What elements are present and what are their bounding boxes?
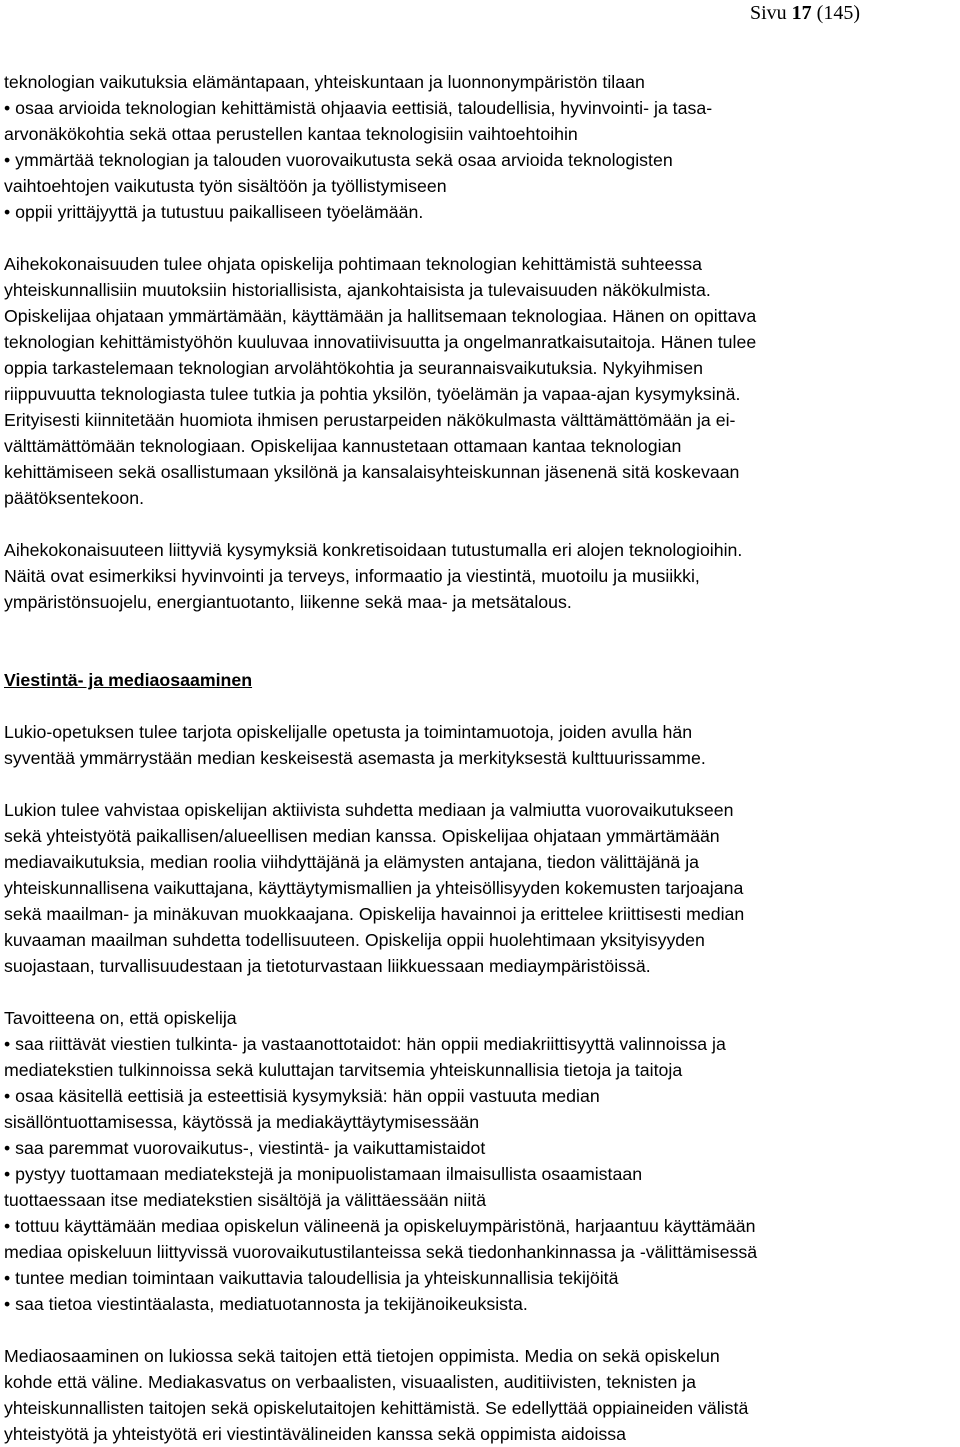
text-line: suojastaan, turvallisuudestaan ja tietoturvastaan liikkuessaan mediaympäristöissä. [4, 956, 651, 976]
text-line: • oppii yrittäjyyttä ja tutustuu paikalliseen työelämään. [4, 202, 424, 222]
text-line: • saa tietoa viestintäalasta, mediatuotannosta ja tekijänoikeuksista. [4, 1294, 528, 1314]
paragraph-gap [4, 771, 960, 797]
text-line: Opiskelijaa ohjataan ymmärtämään, käyttämään ja hallitsemaan teknologiaa. Hänen on opittava [4, 306, 757, 326]
paragraph-gap [4, 1317, 960, 1343]
page-number [750, 0, 860, 26]
text-line: mediatekstien tulkinnoissa sekä kuluttajan tarvitsemia yhteiskunnallisia tietoja ja taitoja [4, 1060, 683, 1080]
paragraph-gap [4, 979, 960, 1005]
paragraph-teknologiat [4, 537, 960, 615]
text-line: Lukion tulee vahvistaa opiskelijan aktiivista suhdetta mediaan ja valmiutta vuorovaikutukseen [4, 800, 734, 820]
paragraph-gap [4, 615, 960, 641]
text-line: yhteistyötä ja yhteistyötä eri viestintävälineiden kanssa sekä oppimista aidoissa [4, 1424, 627, 1444]
text-line: välttämättömään teknologiaan. Opiskelijaa kannustetaan ottamaan kantaa teknologian [4, 436, 682, 456]
paragraph-gap [4, 225, 960, 251]
goals-list [4, 1005, 960, 1317]
text-line: • ymmärtää teknologian ja talouden vuorovaikutusta sekä osaa arvioida teknologisten [4, 150, 673, 170]
text-line: • tuntee median toimintaan vaikuttavia taloudellisia ja yhteiskunnallisia tekijöitä [4, 1268, 619, 1288]
text-line: Aihekokonaisuuteen liittyviä kysymyksiä konkretisoidaan tutustumalla eri alojen teknologioihin. [4, 540, 743, 560]
page-prefix: Sivu [749, 2, 787, 24]
paragraph-gap [4, 693, 960, 719]
text-line: • osaa käsitellä eettisiä ja esteettisiä kysymyksiä: hän oppii vastuuta median [4, 1086, 600, 1106]
text-line: • saa paremmat vuorovaikutus-, viestintä- ja vaikuttamistaidot [4, 1138, 486, 1158]
text-line: mediavaikutuksia, median roolia viihdyttäjänä ja elämysten antajana, tiedon välittäjänä ja [4, 852, 700, 872]
text-line: oppia tarkastelemaan teknologian arvolähtökohtia ja seurannaisvaikutuksia. Nykyihmisen [4, 358, 703, 378]
text-line: • saa riittävät viestien tulkinta- ja vastaanottotaidot: hän oppii mediakriittisyyttä valinnoissa ja [4, 1034, 726, 1054]
text-line: päätöksentekoon. [4, 488, 145, 508]
paragraph-gap [4, 511, 960, 537]
document-body [4, 69, 960, 1447]
paragraph-aihekokonaisuus [4, 251, 960, 511]
text-line: kehittämiseen sekä osallistumaan yksilönä ja kansalaisyhteiskunnan jäsenenä sitä koskevaan [4, 462, 740, 482]
text-line: sekä yhteistyötä paikallisen/alueellisen median kanssa. Opiskelijaa ohjataan ymmärtämään [4, 826, 720, 846]
text-line: ympäristönsuojelu, energiantuotanto, liikenne sekä maa- ja metsätalous. [4, 592, 572, 612]
total-pages: (145) [816, 2, 860, 24]
text-line: sisällöntuottamisessa, käytössä ja mediakäyttäytymisessään [4, 1112, 480, 1132]
intro-list [4, 69, 960, 225]
text-line: sekä maailman- ja minäkuvan muokkaajana. Opiskelija havainnoi ja erittelee kriittisesti median [4, 904, 745, 924]
text-line: kohde että väline. Mediakasvatus on verbaalisten, visuaalisten, auditiivisten, teknisten ja [4, 1372, 697, 1392]
text-line: arvonäkökohtia sekä ottaa perustellen kantaa teknologisiin vaihtoehtoihin [4, 124, 578, 144]
text-line: syventää ymmärrystään median keskeisestä asemasta ja merkityksestä kulttuurissamme. [4, 748, 706, 768]
text-line: Tavoitteena on, että opiskelija [4, 1008, 237, 1028]
text-line: yhteiskunnallisena vaikuttajana, käyttäytymismallien ja yhteisöllisyyden kokemusten tarjoajana [4, 878, 744, 898]
paragraph-lukio-opetus [4, 719, 960, 771]
section-heading: Viestintä- ja mediaosaaminen [4, 670, 253, 690]
text-line: • pystyy tuottamaan mediatekstejä ja monipuolistamaan ilmaisullista osaamistaan [4, 1164, 643, 1184]
paragraph-mediaosaaminen [4, 1343, 960, 1447]
current-page: 17 [791, 2, 812, 24]
text-line: • osaa arvioida teknologian kehittämistä ohjaavia eettisiä, taloudellisia, hyvinvointi- ja tasa- [4, 98, 713, 118]
text-line: yhteiskunnallisiin muutoksiin historiallisista, ajankohtaisista ja tulevaisuuden näkökulmista. [4, 280, 711, 300]
paragraph-lukion-tulee [4, 797, 960, 979]
text-line: teknologian kehittämistyöhön kuuluvaa innovatiivisuutta ja ongelmanratkaisutaitoja. Hänen tulee [4, 332, 757, 352]
text-line: riippuvuutta teknologiasta tulee tutkia ja pohtia yksilön, työelämän ja vapaa-ajan kysymyksinä. [4, 384, 741, 404]
text-line: Aihekokonaisuuden tulee ohjata opiskelija pohtimaan teknologian kehittämistä suhteessa [4, 254, 703, 274]
text-line: yhteiskunnallisten taitojen sekä opiskelutaitojen kehittämistä. Se edellyttää oppiaineiden välistä [4, 1398, 749, 1418]
text-line: kuvaaman maailman suhdetta todellisuuteen. Opiskelija oppii huolehtimaan yksityisyyden [4, 930, 705, 950]
text-line: Lukio-opetuksen tulee tarjota opiskelijalle opetusta ja toimintamuotoja, joiden avulla hän [4, 722, 693, 742]
text-line: • tottuu käyttämään mediaa opiskelun välineenä ja opiskeluympäristönä, harjaantuu käyttämään [4, 1216, 756, 1236]
text-line: Mediaosaaminen on lukiossa sekä taitojen että tietojen oppimista. Media on sekä opiskelun [4, 1346, 720, 1366]
text-line: mediaa opiskeluun liittyvissä vuorovaikutustilanteissa sekä tiedonhankinnassa ja -välittämisessä [4, 1242, 758, 1262]
text-line: Näitä ovat esimerkiksi hyvinvointi ja terveys, informaatio ja viestintä, muotoilu ja musiikki, [4, 566, 700, 586]
text-line: teknologian vaikutuksia elämäntapaan, yhteiskuntaan ja luonnonympäristön tilaan [4, 72, 645, 92]
paragraph-gap [4, 641, 960, 667]
text-line: Erityisesti kiinnitetään huomiota ihmisen perustarpeiden näkökulmasta välttämättömään ja ei- [4, 410, 736, 430]
text-line: vaihtoehtojen vaikutusta työn sisältöön ja työllistymiseen [4, 176, 447, 196]
text-line: tuottaessaan itse mediatekstien sisältöjä ja välittäessään niitä [4, 1190, 487, 1210]
